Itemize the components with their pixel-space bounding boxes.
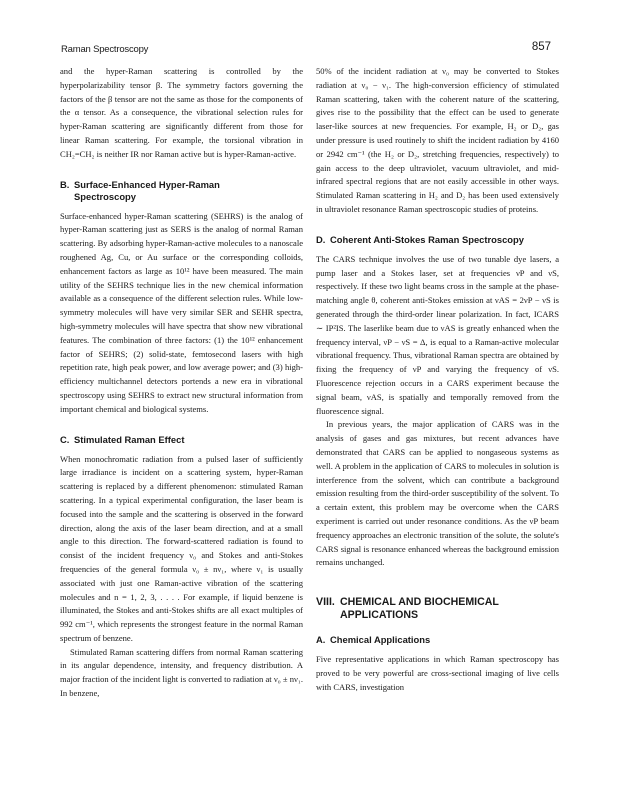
section-title: Chemical Applications (330, 634, 431, 646)
section-number: A. (316, 634, 326, 646)
section-number: D. (316, 233, 326, 245)
section-heading-c (60, 434, 303, 446)
section-heading-viii (316, 596, 559, 622)
paragraph: The CARS technique involves the use of two tunable dye lasers, a pump laser and a Stokes laser, set at frequencies νP and νS, respectively. If these two light beams cross in the sample at the phase-matching angle θ, coherent anti-Stokes emission at νAS = 2νP − νS is generated through the third-order linear polarization. In fact, ICARS ∼ IP²IS. The laserlike beam due to νAS is greatly enhanced when the frequency interval, νP − νS = Δ, is equal to a Raman-active molecular vibrational frequency. Thus, vibrational Raman spectra are obtained by fixing the frequency of νP and varying the frequency of νS. Fluorescence rejection occurs in a CARS experiment because the signal beam, νAS, is spatially and temporally removed from the fluorescence signal. (316, 253, 559, 416)
paragraph: Surface-enhanced hyper-Raman scattering (SEHRS) is the analog of hyper-Raman scattering just as SERS is the analog of normal Raman scattering. By adsorbing hyper-Raman-active molecules to a nanoscale roughened Ag, Cu, or Au surface or the corresponding colloids, enhancement factors as large as 10¹² have been measured. The main utility of the SEHRS technique lies in the new chemical information available as a consequence of the different selection rules. While low-symmetry molecules will have very similar SER and SEHR spectra, high-symmetry molecules will have spectra that show new vibrational features. The combination of three factors: (1) the 10¹² enhancement factor of SEHRS; (2) solid-state, femtosecond lasers with high repetition rate, high peak power, and low average power; and (3) high-efficiency multichannel detectors portends a new era in vibrational spectroscopy using SEHRS to extract new structural information from important chemical and biological systems. (60, 210, 303, 414)
section-title-continued: Spectroscopy (74, 190, 136, 202)
paragraph: In previous years, the major application of CARS was in the analysis of gases and gas mixtures, but recent advances have demonstrated that CARS can be applied to nongaseous systems as well. A problem in the application of CARS to molecules in solution is interference from the solvent, which can contribute a background emission resulting from the third-order susceptibility of the solvent. To a certain extent, this problem may be overcome when the CARS experiment is carried out under resonance conditions. As the νP beam frequency approaches an electronic transition of the solute, the solute's CARS signal is resonance enhanced whereas the background emission remains unchanged. (316, 419, 559, 568)
section-number: VIII. (316, 596, 335, 609)
section-heading-b (60, 179, 303, 203)
left-column (60, 65, 303, 701)
page-number: 857 (531, 41, 551, 53)
section-title: Stimulated Raman Effect (74, 433, 185, 445)
paragraph: 50% of the incident radiation at ν₀ may be converted to Stokes radiation at ν₀ − ν₁. The high-conversion efficiency of stimulated Raman scattering, taken with the coherent nature of the scattering, gives rise to the possibility that the effect can be used to generate laser-like sources at new frequencies. For example, H₂ or D₂, gas under pressure is used routinely to shift the incident radiation by 4160 or 2942 cm⁻¹ (the H₂ or D₂, stretching frequencies, respectively) to gain access to the deep ultraviolet, vacuum ultraviolet, and mid-infrared spectral regions that are not easily accessible in other ways. Stimulated Raman scattering in H₂ and D₂ has been used extensively in ultraviolet resonance Raman spectroscopic studies of proteins. (316, 66, 559, 214)
section-title-continued: APPLICATIONS (340, 609, 419, 622)
section-title: Coherent Anti-Stokes Raman Spectroscopy (330, 233, 524, 245)
section-title: Surface-Enhanced Hyper-Raman (74, 178, 220, 190)
running-title: Raman Spectroscopy (61, 44, 149, 55)
section-number: C. (60, 433, 70, 445)
section-title: CHEMICAL AND BIOCHEMICAL (340, 596, 499, 609)
paragraph: When monochromatic radiation from a pulsed laser of sufficiently large irradiance is incident on a scattering system, hyper-Raman scattering is replaced by a different phenomenon: stimulated Raman scattering. In a typical experimental configuration, the laser beam is focused into the sample and the scattering is observed in the forward direction, along the axis of the laser beam direction, and at a small angle to this direction. The forward-scattered radiation is found to consist of the incident frequency ν₀ and Stokes and anti-Stokes frequencies of the general formula ν₀ ± nν₁, where ν₁ is usually associated with just one Raman-active vibration of the scattering molecules and n = 1, 2, 3, . . . . For example, if liquid benzene is illuminated, the Stokes and anti-Stokes shifts are all exact multiples of 992 cm⁻¹, which represents the strongest feature in the normal Raman spectrum of benzene. (60, 453, 303, 643)
section-number: B. (60, 178, 70, 190)
paragraph: Stimulated Raman scattering differs from normal Raman scattering in its angular dependence, intensity, and frequency distribution. A major fraction of the incident light is converted to radiation at ν₀ ± nν₁. In benzene, (60, 646, 303, 699)
section-heading-a (316, 634, 559, 646)
section-heading-d (316, 234, 559, 246)
paragraph: Five representative applications in which Raman spectroscopy has proved to be very powerful are cross-sectional imaging of live cells with CARS, investigation (316, 654, 559, 692)
paragraph: and the hyper-Raman scattering is controlled by the hyperpolarizability tensor β. The symmetry factors governing the factors of the β tensor are not the same as those for the components of the α tensor. As a consequence, the vibrational selection rules for hyper-Raman scattering are significantly different from those for linear Raman scattering. For example, the torsional vibration in CH₂=CH₂ is neither IR nor Raman active but is hyper-Raman-active. (60, 66, 303, 159)
right-column (316, 65, 559, 694)
